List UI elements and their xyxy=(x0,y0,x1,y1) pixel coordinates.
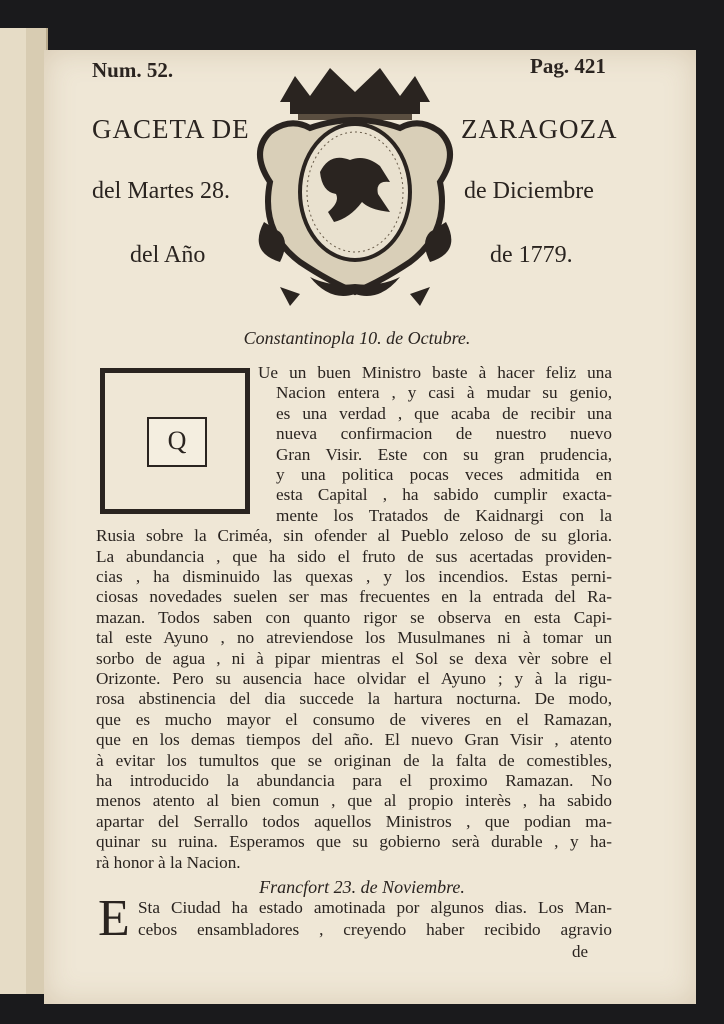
article-line: quinar su ruina. Esperamos que su gobierno serà durable , y ha- xyxy=(96,832,612,852)
article-line: es una verdad , que acaba de recibir una xyxy=(276,403,612,423)
drop-cap-letter: Q xyxy=(147,417,207,467)
article-line: menos atento al bien comun , que al propio interès , ha sabido xyxy=(96,791,612,811)
article-line: cias , ha disminuido las quexas , y los incendios. Estas perni- xyxy=(96,567,612,586)
article-line: nueva confirmacion de nuestro nuevo xyxy=(276,424,612,444)
issue-number: Num. 52. xyxy=(92,58,174,82)
title-left: GACETA DE xyxy=(92,114,250,144)
article-line: Nacion entera , y casi à mudar su genio, xyxy=(276,383,612,403)
date-right: de Diciembre xyxy=(464,178,594,204)
article-line: La abundancia , que ha sido el fruto de sus acertadas providen- xyxy=(96,546,612,566)
article-line: Orizonte. Pero su ausencia hace olvidar el Ayuno ; y à la rigu- xyxy=(96,669,612,688)
article-line: que es mucho mayor el consumo de viveres en el Ramazan, xyxy=(96,709,612,729)
article-line: esta Capital , ha sabido cumplir exacta- xyxy=(276,485,612,505)
book-spine-shadow xyxy=(26,28,46,994)
article-line: Ue un buen Ministro baste à hacer feliz una xyxy=(258,363,612,382)
article-line: Sta Ciudad ha estado amotinada por algunos dias. Los Man- xyxy=(138,898,612,917)
drop-cap-e: E xyxy=(98,890,130,947)
article-line: y una politica pocas veces admitida en xyxy=(276,465,612,484)
year-right: de 1779. xyxy=(490,242,573,268)
article-line: ciosas novedades suelen ser mas frecuentes en la entrada del Ra- xyxy=(96,587,612,607)
dateline-francfort: Francfort 23. de Noviembre. xyxy=(259,877,465,897)
article-line: rosa abstinencia del dia succede la hartura nocturna. De modo, xyxy=(96,689,612,709)
date-left: del Martes 28. xyxy=(92,178,230,204)
catchword: de xyxy=(572,942,589,961)
ornamental-drop-cap xyxy=(100,368,250,514)
article-line: sorbo de agua , ni à pipar mientras el Sol se dexa vèr sobre el xyxy=(96,648,612,668)
article-line: rà honor à la Nacion. xyxy=(96,852,241,872)
coat-of-arms-icon xyxy=(250,62,460,312)
year-left: del Año xyxy=(130,242,206,268)
page-number: Pag. 421 xyxy=(530,54,606,78)
article-line: mazan. Todos saben con quanto rigor se observa en esta Capi- xyxy=(96,607,612,627)
article-line: Gran Visir. Este con su gran prudencia, xyxy=(276,444,612,464)
article-line: que en los demas tiempos del año. El nuevo Gran Visir , atento xyxy=(96,730,612,750)
article-line: à evitar los tumultos que se originan de la falta de comestibles, xyxy=(96,750,612,770)
title-right: ZARAGOZA xyxy=(461,114,618,144)
dateline-constantinopla: Constantinopla 10. de Octubre. xyxy=(243,328,471,348)
article-line: ha introducido la abundancia para el proximo Ramazan. No xyxy=(96,771,612,790)
article-line: mente los Tratados de Kaidnargi con la xyxy=(276,505,612,525)
article-line: tal este Ayuno , no atreviendose los Musulmanes ni à tomar un xyxy=(96,628,612,648)
article-line: cebos ensambladores , creyendo haber recibido agravio xyxy=(138,920,612,939)
article-line: apartar del Serrallo todos aquellos Ministros , que podian ma- xyxy=(96,811,612,831)
article-line: Rusia sobre la Criméa, sin ofender al Pueblo zeloso de su gloria. xyxy=(96,526,612,546)
